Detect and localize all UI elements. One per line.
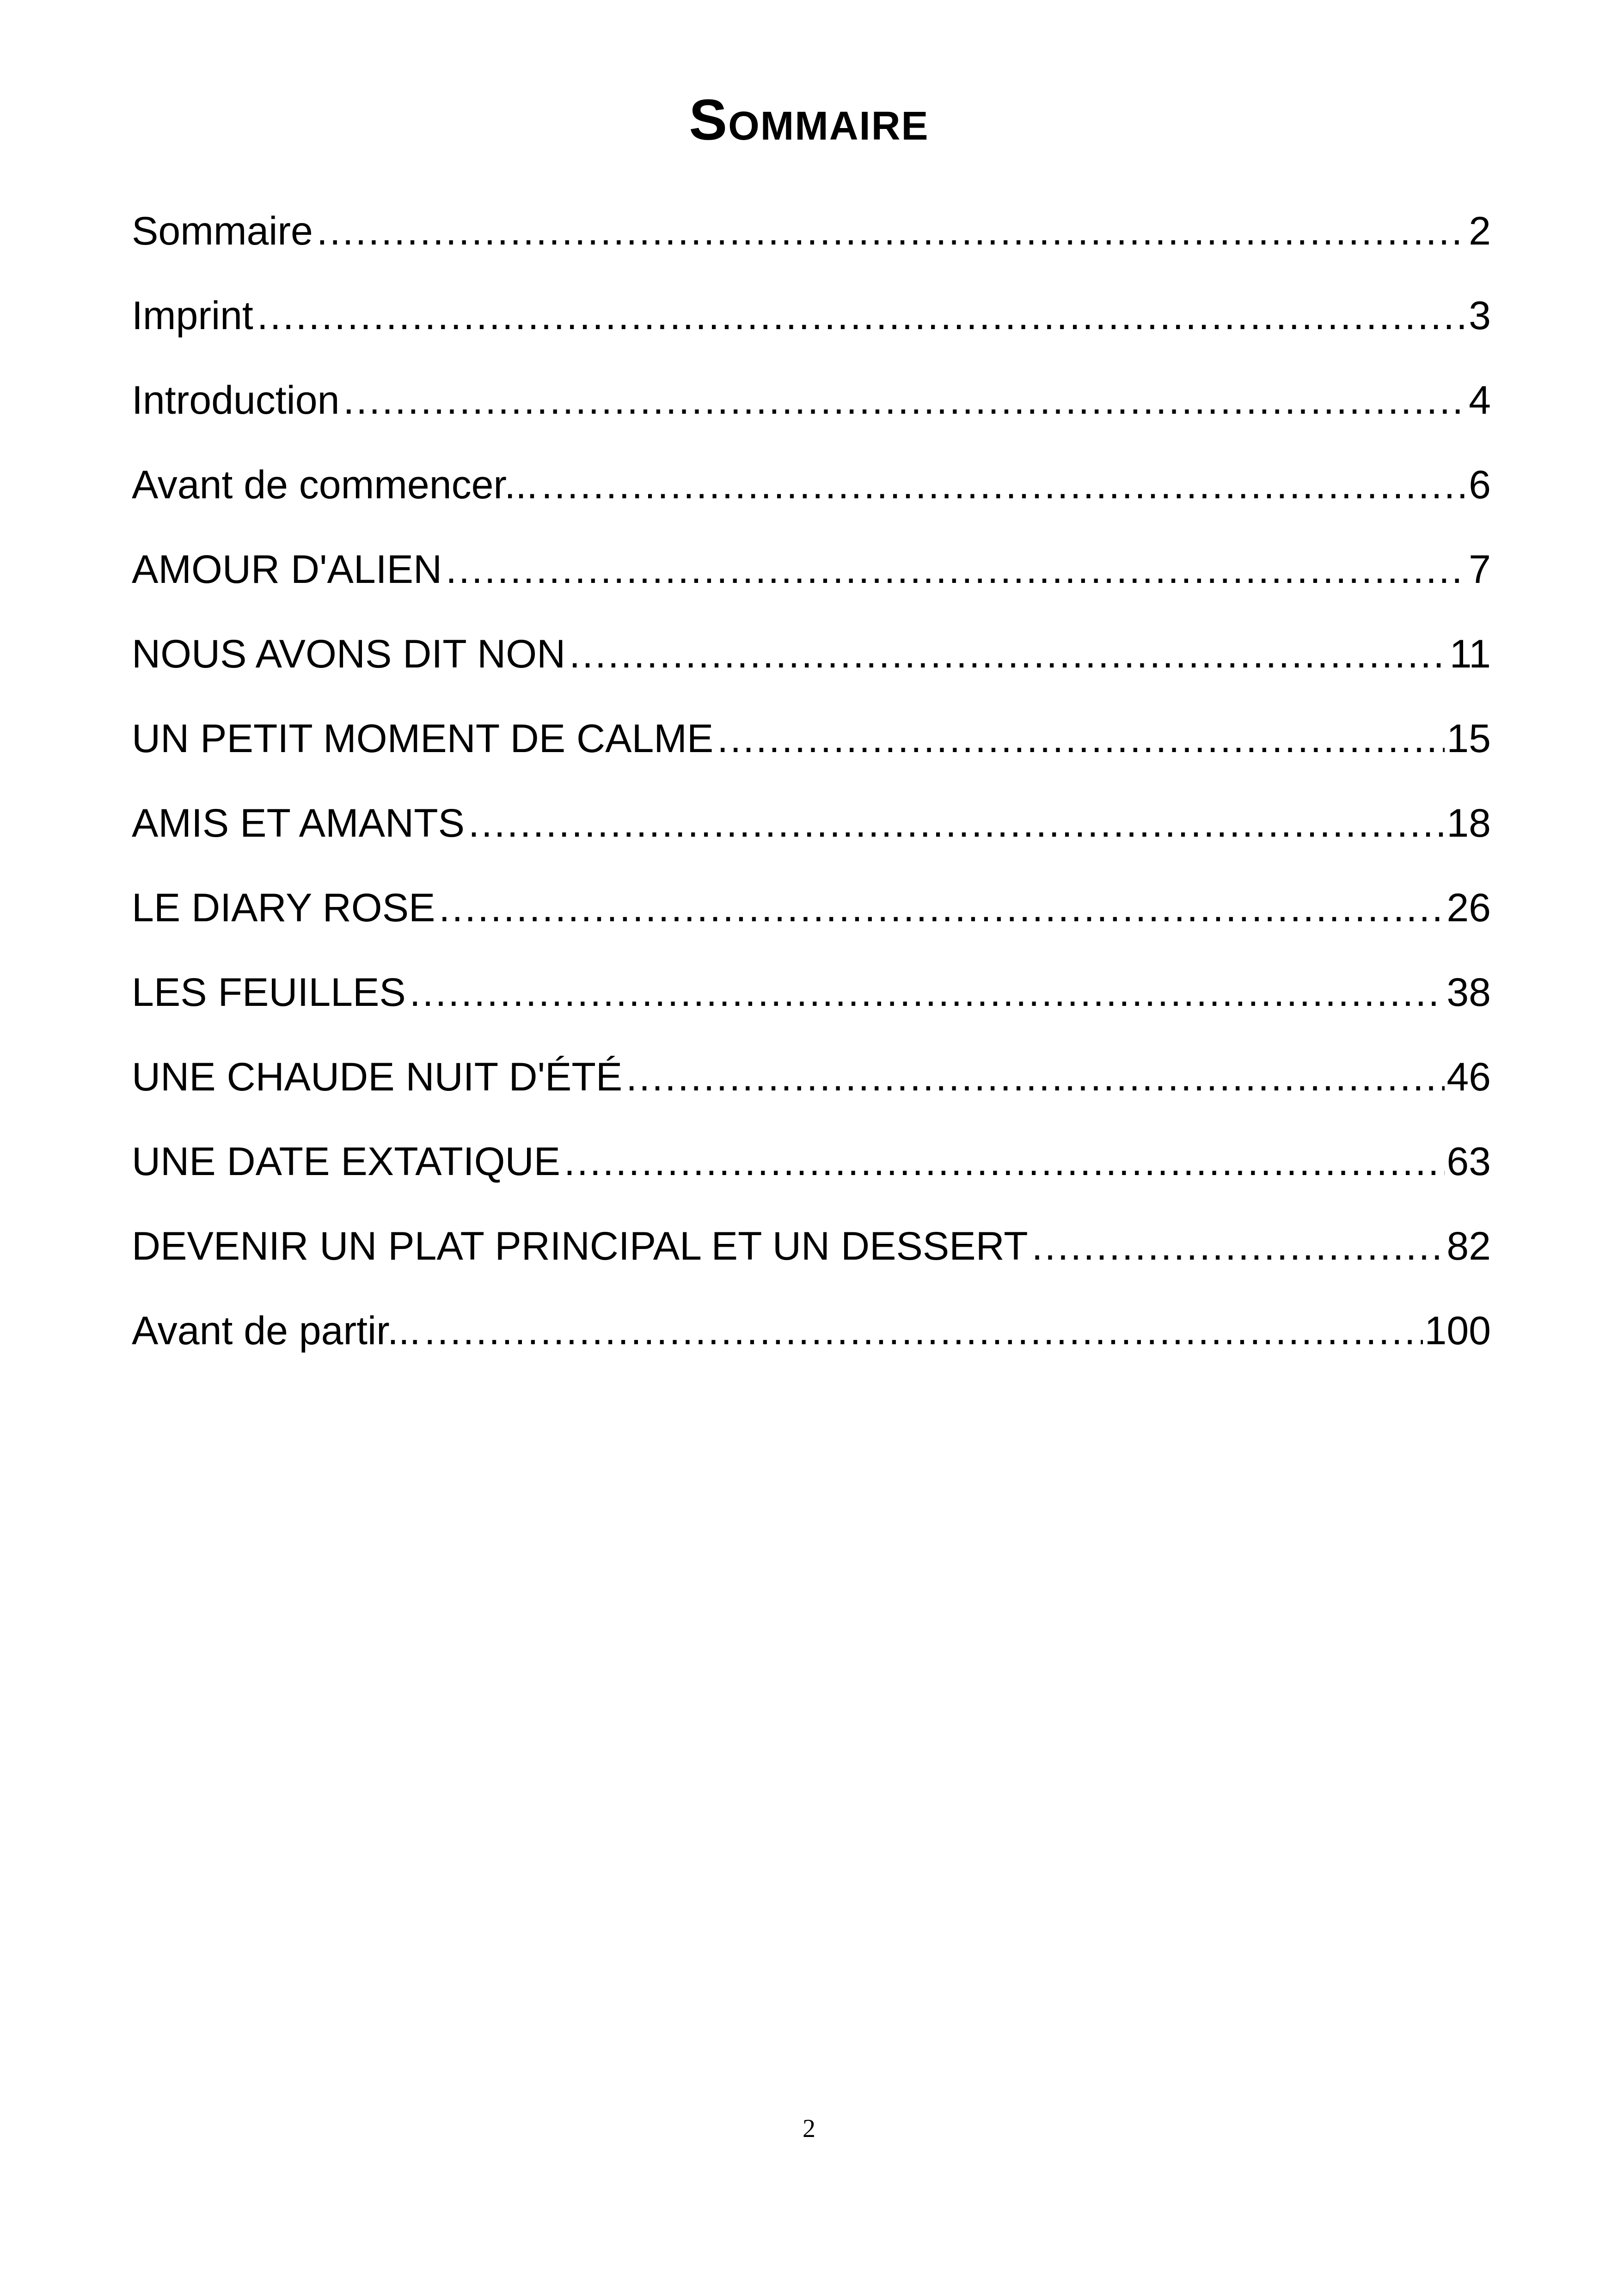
toc-entry-title: UNE DATE EXTATIQUE xyxy=(132,1139,560,1184)
page-title: Sommaire xyxy=(689,88,929,152)
toc-entry-title: UNE CHAUDE NUIT D'ÉTÉ xyxy=(132,1055,623,1099)
toc-entry-title: Sommaire xyxy=(132,209,313,253)
toc-entry-page: 2 xyxy=(1469,209,1491,253)
toc-entry[interactable] xyxy=(132,542,1491,626)
toc-entry-page: 46 xyxy=(1446,1055,1491,1099)
toc-entry-title: Introduction xyxy=(132,378,340,422)
dot-leader xyxy=(343,373,1467,428)
toc-entry[interactable] xyxy=(132,1134,1491,1218)
toc-entry-title: LES FEUILLES xyxy=(132,970,406,1015)
toc-entry-title: AMIS ET AMANTS xyxy=(132,801,465,845)
dot-leader xyxy=(257,288,1467,343)
toc-entry-page: 4 xyxy=(1469,378,1491,422)
toc-entry-title: LE DIARY ROSE xyxy=(132,886,435,930)
toc-entry-title: Avant de commencer... xyxy=(132,463,538,507)
dot-leader xyxy=(1032,1218,1445,1274)
toc-entry[interactable] xyxy=(132,457,1491,542)
dot-leader xyxy=(446,542,1467,597)
dot-leader xyxy=(410,965,1445,1020)
toc-entry[interactable] xyxy=(132,373,1491,457)
toc-entry[interactable] xyxy=(132,1049,1491,1134)
toc-entry-title: DEVENIR UN PLAT PRINCIPAL ET UN DESSERT xyxy=(132,1224,1028,1268)
toc-entry-page: 26 xyxy=(1446,886,1491,930)
toc-entry-page: 63 xyxy=(1446,1139,1491,1184)
toc-entry[interactable] xyxy=(132,711,1491,796)
toc-entry-title: Imprint xyxy=(132,294,253,338)
toc-entry[interactable] xyxy=(132,880,1491,965)
toc-entry-page: 3 xyxy=(1469,294,1491,338)
dot-leader xyxy=(564,1134,1445,1189)
toc-entry-page: 6 xyxy=(1469,463,1491,507)
toc-entry-title: UN PETIT MOMENT DE CALME xyxy=(132,716,714,761)
toc-entry[interactable] xyxy=(132,626,1491,711)
toc-entry[interactable] xyxy=(132,1218,1491,1303)
toc-entry[interactable] xyxy=(132,796,1491,880)
toc-entry-title: Avant de partir... xyxy=(132,1309,421,1353)
toc-entry-page: 15 xyxy=(1446,716,1491,761)
page-number: 2 xyxy=(803,2114,815,2143)
toc-entry[interactable] xyxy=(132,965,1491,1049)
toc-entry[interactable] xyxy=(132,1303,1491,1388)
dot-leader xyxy=(541,457,1467,513)
dot-leader xyxy=(439,880,1445,936)
toc-entry-page: 18 xyxy=(1446,801,1491,845)
dot-leader xyxy=(424,1303,1423,1359)
toc-entry-title: NOUS AVONS DIT NON xyxy=(132,632,566,676)
toc-entry[interactable] xyxy=(132,203,1491,288)
toc-entry-title: AMOUR D'ALIEN xyxy=(132,547,442,592)
toc-entry-page: 82 xyxy=(1446,1224,1491,1268)
table-of-contents xyxy=(132,203,1491,1388)
toc-entry-page: 38 xyxy=(1446,970,1491,1015)
dot-leader xyxy=(717,711,1445,766)
dot-leader xyxy=(569,626,1448,682)
toc-entry-page: 11 xyxy=(1449,632,1491,676)
toc-entry-page: 7 xyxy=(1469,547,1491,592)
toc-entry-page: 100 xyxy=(1424,1309,1491,1353)
dot-leader xyxy=(317,203,1467,259)
dot-leader xyxy=(626,1049,1445,1105)
toc-entry[interactable] xyxy=(132,288,1491,373)
dot-leader xyxy=(468,796,1445,851)
